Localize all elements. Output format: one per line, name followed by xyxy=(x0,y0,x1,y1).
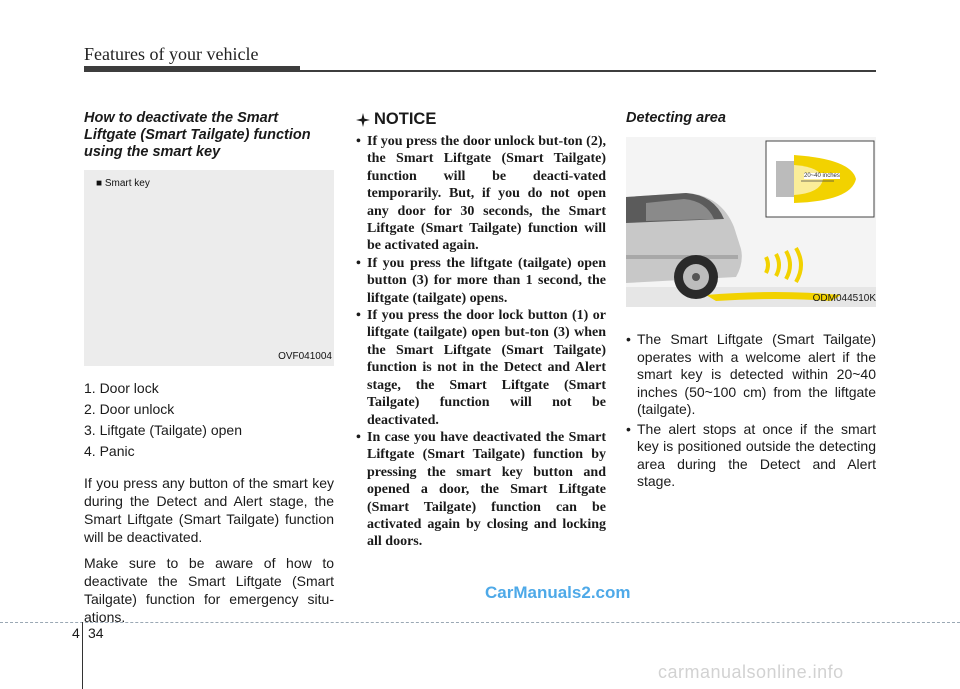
page-header-title: Features of your vehicle xyxy=(84,44,259,64)
footer-divider xyxy=(82,622,83,689)
left-column xyxy=(84,110,334,626)
bullet-icon: • xyxy=(356,134,361,149)
bullet-icon: • xyxy=(626,331,631,347)
page-number: 34 xyxy=(88,625,104,641)
detecting-area-illustration xyxy=(626,137,876,307)
list-item: 4. Panic xyxy=(84,443,135,459)
inset-distance-label: 20~40 inches xyxy=(804,173,840,179)
site-watermark: CarManuals2.com xyxy=(485,583,631,602)
bullet-icon: • xyxy=(626,420,631,437)
notice-star-icon xyxy=(356,113,370,127)
chapter-number: 4 xyxy=(72,625,80,641)
deactivate-heading: How to deactivate the Smart Liftgate (Smart Tailgate) function using the smart key xyxy=(84,110,311,160)
bullet-icon: • xyxy=(356,255,361,271)
notice-item: • In case you have deactivated the Smart Liftgate (Smart Tailgate) function by pressing the smart key button and opened a door, the Smart Liftgate (Smart Tailgate) function can be activated again by closing and locking all doors. xyxy=(356,429,606,550)
detecting-area-figure xyxy=(626,137,876,307)
footer-rule xyxy=(0,622,960,623)
list-item: 1. Door lock xyxy=(84,380,159,396)
list-item: 3. Liftgate (Tailgate) open xyxy=(84,422,242,438)
header-rule-thick xyxy=(84,66,300,72)
notice-list xyxy=(356,133,606,551)
notice-item: • If you press the door lock button (1) or liftgate (tailgate) open but-ton (3) when the Smart Liftgate (Smart Tailgate) function is not in the Detect and Alert stage, the Smart Liftgate (Smart Tailgate) function will not be deactivated. xyxy=(356,308,606,428)
notice-title xyxy=(356,110,606,129)
bullet-icon: • xyxy=(356,308,361,324)
body-paragraph: If you press any button of the smart key during the Detect and Alert stage, the Smart Liftgate (Smart Tailgate) function will be deactivated. xyxy=(84,475,334,545)
smart-key-figure xyxy=(84,170,334,366)
notice-column xyxy=(356,110,606,551)
bottom-watermark: carmanualsonline.info xyxy=(658,662,844,682)
smart-key-legend: ■ Smart key xyxy=(96,178,150,189)
button-list xyxy=(84,378,334,462)
notice-title-text: NOTICE xyxy=(374,110,437,128)
figure-code: ODM044510K xyxy=(812,293,876,304)
notice-item: • If you press the liftgate (tailgate) open button (3) for more than 1 second, the liftgate (tailgate) opens. xyxy=(356,255,606,306)
detecting-item: • The Smart Liftgate (Smart Tailgate) operates with a welcome alert if the smart key is detected within 20~40 inches (50~100 cm) from the liftgate (tailgate). xyxy=(626,331,876,417)
bullet-icon: • xyxy=(356,429,361,445)
detecting-heading: Detecting area xyxy=(626,110,726,126)
detecting-item: • The alert stops at once if the smart key is positioned outside the detecting area during the Detect and Alert stage. xyxy=(626,420,876,489)
list-item: 2. Door unlock xyxy=(84,401,175,417)
figure-code: OVF041004 xyxy=(278,351,332,362)
notice-item: • If you press the door unlock but-ton (2), the Smart Liftgate (Smart Tailgate) function will be deacti-vated temporarily. But, if you do not open any door for 30 seconds, the Smart Liftgate (Smart Tailgate) function will be activated again. xyxy=(356,134,606,254)
detecting-list xyxy=(626,331,876,491)
detecting-column xyxy=(626,110,876,493)
header-rule-thin xyxy=(300,70,876,72)
body-paragraph: Make sure to be aware of how to deactivate the Smart Liftgate (Smart Tailgate) function for emergency situ-ations. xyxy=(84,555,334,625)
